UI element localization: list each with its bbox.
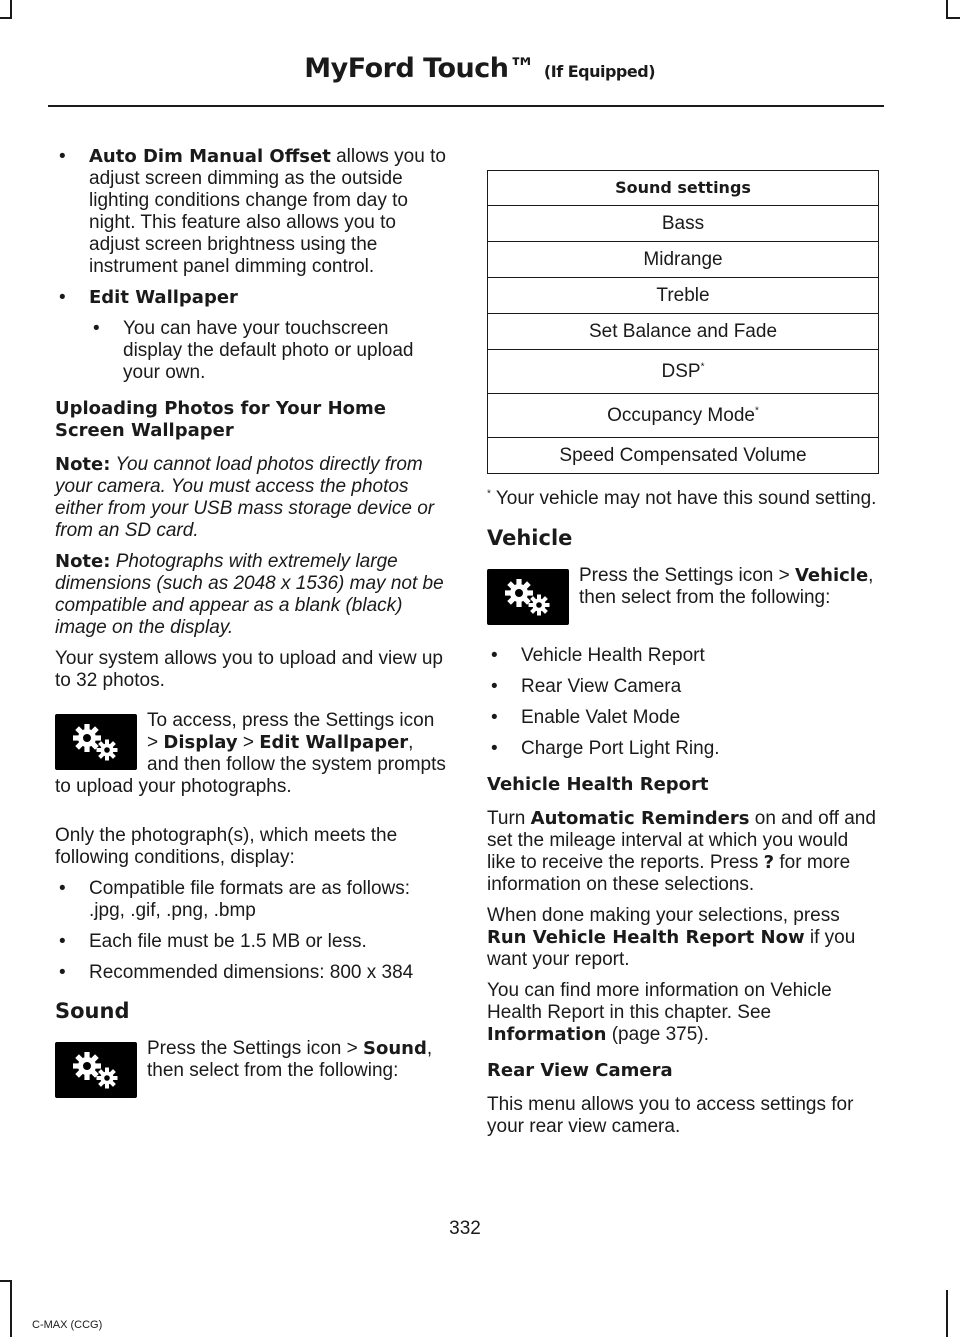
header-title: MyFord Touch™ — [304, 53, 536, 84]
text-run: if you want your report. — [487, 927, 856, 970]
text-run: Turn — [487, 808, 531, 829]
crop-mark — [10, 1280, 12, 1337]
sound-settings-table — [487, 170, 879, 474]
crop-mark — [946, 0, 948, 18]
list-item: • Vehicle Health Report — [487, 645, 879, 667]
crop-mark — [946, 1290, 948, 1337]
auto-dim-description: allows you to adjust screen dimming as the outside lighting conditions change from day to night. This feature also allows you to adjust screen brightness using the instrument panel dimming control. — [89, 146, 446, 277]
vehicle-menu-list — [487, 645, 879, 760]
text-run: , then select from the following: — [579, 565, 874, 608]
text-run: You can find more information on Vehicle Health Report in this chapter. See — [487, 980, 832, 1023]
condition-item: • Compatible file formats are as follows: .jpg, .gif, .png, .bmp — [55, 878, 447, 922]
text-run: To access, press the Settings icon > — [147, 710, 435, 753]
table-footnote — [487, 486, 879, 511]
para-vhr-run — [487, 905, 879, 971]
table-header: Sound settings — [488, 171, 879, 206]
term-information: Information — [487, 1024, 607, 1045]
header-divider — [48, 105, 884, 107]
row-label: DSP — [661, 360, 701, 382]
text-run: , and then follow the system prompts to upload your photographs. — [55, 732, 446, 797]
note-label: Note: — [55, 551, 111, 572]
text-run: Press the Settings icon > — [579, 565, 795, 586]
sound-access-block — [55, 1038, 447, 1104]
heading-vehicle: Vehicle — [487, 526, 573, 550]
page-header — [304, 53, 655, 84]
text-run: on and off and set the mileage interval at which you would like to receive the reports. Press — [487, 808, 876, 873]
table-row: Treble — [488, 278, 879, 314]
term-run-report: Run Vehicle Health Report Now — [487, 927, 805, 948]
footnote-mark: * — [754, 405, 759, 417]
text-run: When done making your selections, press — [487, 905, 840, 926]
footnote-text: Your vehicle may not have this sound setting. — [495, 488, 877, 509]
header-subtitle: (If Equipped) — [543, 62, 655, 81]
para-conditions: Only the photograph(s), which meets the following conditions, display: — [55, 825, 398, 868]
text-run: Press the Settings icon > — [147, 1038, 363, 1059]
sub-bullet-wallpaper: • You can have your touchscreen display the default photo or upload your own. — [89, 318, 447, 384]
note-label: Note: — [55, 454, 111, 475]
table-row: Speed Compensated Volume — [488, 438, 879, 474]
settings-gear-icon — [55, 714, 137, 770]
para-upload-limit: Your system allows you to upload and view up to 32 photos. — [55, 648, 443, 691]
para-vhr-reminders — [487, 808, 879, 896]
table-row — [488, 350, 879, 394]
right-column — [487, 146, 879, 1147]
table-row: Bass — [488, 206, 879, 242]
table-row: Set Balance and Fade — [488, 314, 879, 350]
bullet-auto-dim — [55, 146, 447, 278]
term-edit-wallpaper: Edit Wallpaper — [89, 287, 238, 308]
crop-mark — [946, 17, 960, 19]
bullet-edit-wallpaper — [55, 287, 447, 309]
term-display: Display — [163, 732, 238, 753]
row-label: Occupancy Mode — [607, 404, 755, 426]
crop-mark — [10, 0, 12, 18]
term-question-mark: ? — [763, 852, 775, 873]
term-vehicle: Vehicle — [794, 565, 869, 586]
text-run: (page 375). — [606, 1024, 709, 1045]
condition-item: • Each file must be 1.5 MB or less. — [55, 931, 447, 953]
crop-mark — [0, 1280, 12, 1282]
footer-model-code: C-MAX (CCG) — [32, 1319, 103, 1331]
note-dimensions — [55, 551, 447, 639]
note-camera — [55, 454, 447, 542]
table-row — [488, 394, 879, 438]
term-automatic-reminders: Automatic Reminders — [530, 808, 750, 829]
note-text: Photographs with extremely large dimensions (such as 2048 x 1536) may not be compatible and appear as a blank (black) image on the display. — [55, 551, 444, 638]
term-edit-wallpaper: Edit Wallpaper — [259, 732, 409, 753]
heading-rear-view-camera: Rear View Camera — [487, 1060, 673, 1081]
list-item: • Enable Valet Mode — [487, 707, 879, 729]
heading-sound: Sound — [55, 999, 130, 1023]
footnote-mark: * — [700, 361, 705, 373]
para-rear-view-camera: This menu allows you to access settings for your rear view camera. — [487, 1094, 854, 1137]
para-vhr-info — [487, 980, 879, 1046]
term-sound: Sound — [362, 1038, 427, 1059]
heading-vehicle-health-report: Vehicle Health Report — [487, 774, 709, 795]
heading-uploading-photos: Uploading Photos for Your Home Screen Wallpaper — [55, 398, 386, 441]
table-row: Midrange — [488, 242, 879, 278]
access-wallpaper-block — [55, 710, 447, 807]
settings-gear-icon — [55, 1042, 137, 1098]
text-run: , then select from the following: — [147, 1038, 433, 1081]
text-run: > — [237, 732, 260, 753]
crop-mark — [0, 17, 12, 19]
term-auto-dim: Auto Dim Manual Offset — [89, 146, 331, 167]
condition-item: • Recommended dimensions: 800 x 384 — [55, 962, 447, 984]
footnote-mark: * — [487, 488, 491, 500]
vehicle-access-block — [487, 565, 879, 631]
settings-gear-icon — [487, 569, 569, 625]
left-column — [55, 146, 447, 1104]
list-item: • Rear View Camera — [487, 676, 879, 698]
text-run: for more information on these selections. — [487, 852, 851, 895]
page-number: 332 — [449, 1218, 481, 1239]
note-text: You cannot load photos directly from your camera. You must access the photos either from your USB mass storage device or from an SD card. — [55, 454, 435, 541]
list-item: • Charge Port Light Ring. — [487, 738, 879, 760]
